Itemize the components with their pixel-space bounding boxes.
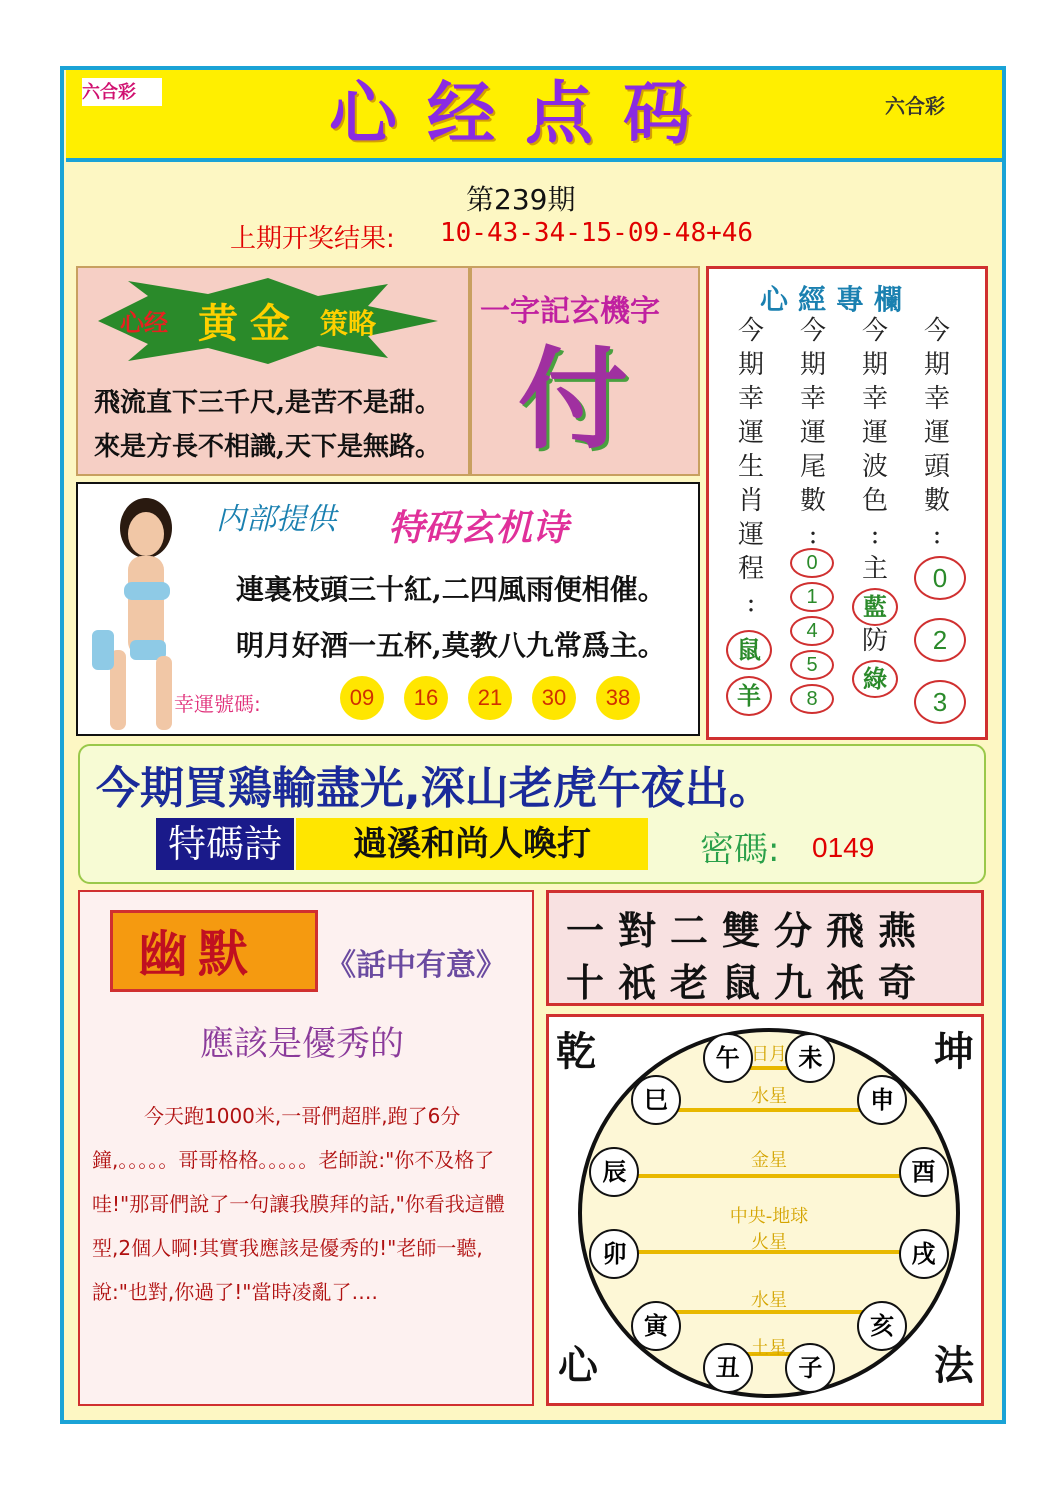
tm-label: 特碼詩 — [156, 818, 294, 870]
column-char: 期 — [737, 350, 764, 380]
column-char: 今 — [923, 316, 950, 346]
poem-title: 特码玄机诗 — [388, 507, 569, 549]
planet-label: 日月 — [751, 1044, 787, 1065]
zodiac-circle: 申 — [857, 1075, 907, 1125]
column-char: 波 — [861, 452, 888, 482]
zodiac-value: 鼠 — [726, 630, 772, 670]
zodiac-circle: 未 — [785, 1033, 835, 1083]
column-char: 期 — [861, 350, 888, 380]
zodiac-circle: 卯 — [589, 1229, 639, 1279]
couplet-line-2: 十祇老鼠九祇奇 — [566, 960, 931, 1005]
color-value: 防 — [861, 626, 888, 656]
head-value: 2 — [914, 618, 966, 662]
code-label: 密碼: — [700, 830, 780, 870]
golden-line-2: 來是方長不相識,天下是無路。 — [94, 432, 442, 462]
column-char: 色 — [861, 486, 888, 516]
column-char: 肖 — [737, 486, 764, 516]
color-value: 藍 — [852, 588, 898, 626]
column-char: 數 — [799, 486, 826, 516]
brand-logo-left: 六合彩 — [82, 78, 162, 106]
column-char: 頭 — [923, 452, 950, 482]
column-char: 程 — [737, 554, 764, 584]
planet-label: 火星 — [751, 1232, 787, 1253]
golden-line-1: 飛流直下三千尺,是苦不是甜。 — [94, 388, 442, 418]
tail-value: 1 — [790, 582, 834, 612]
planet-label: 水星 — [751, 1290, 787, 1311]
corner-qian: 乾 — [556, 1028, 596, 1075]
badge-main-text: 黄金 — [198, 300, 302, 347]
badge-right-text: 策略 — [320, 307, 377, 340]
zodiac-circle: 巳 — [631, 1075, 681, 1125]
corner-kun: 坤 — [934, 1028, 974, 1075]
poem-provider: 内部提供 — [216, 502, 336, 537]
link-line — [624, 1174, 916, 1178]
humor-heading: 應該是優秀的 — [200, 1024, 404, 1064]
code-value: 0149 — [812, 832, 875, 863]
planet-label: 水星 — [751, 1086, 787, 1107]
lucky-label: 幸運號碼: — [174, 692, 261, 716]
zodiac-circle: 辰 — [589, 1147, 639, 1197]
head-value: 3 — [914, 680, 966, 724]
column-char: 期 — [799, 350, 826, 380]
one-char-glyph: 付 — [518, 335, 628, 464]
tail-value: 4 — [790, 616, 834, 646]
column-char: 尾 — [799, 452, 826, 482]
last-result-numbers: 10-43-34-15-09-48+46 — [440, 218, 754, 248]
column-char: 幸 — [923, 384, 950, 414]
zodiac-circle: 午 — [703, 1033, 753, 1083]
last-result-label: 上期开奖结果: — [230, 224, 395, 254]
link-line — [658, 1108, 886, 1112]
corner-fa: 法 — [934, 1342, 974, 1389]
column-char: : — [932, 520, 942, 550]
brand-logo-right: 六合彩 — [885, 94, 945, 118]
tail-value: 8 — [790, 684, 834, 714]
color-value: 綠 — [852, 660, 898, 698]
tm-text: 過溪和尚人喚打 — [296, 818, 648, 870]
column-char: : — [746, 588, 756, 618]
tail-value: 5 — [790, 650, 834, 680]
zodiac-circle: 戌 — [899, 1229, 949, 1279]
column-char: 數 — [923, 486, 950, 516]
zodiac-circle: 丑 — [703, 1343, 753, 1393]
column-char: 運 — [861, 418, 888, 448]
lucky-number-ball: 16 — [404, 676, 448, 720]
column-char: 今 — [799, 316, 826, 346]
column-char: 幸 — [799, 384, 826, 414]
lucky-number-ball: 30 — [532, 676, 576, 720]
one-char-title: 一字記玄機字 — [480, 294, 660, 329]
poem-line-2: 明月好酒一五杯,莫教八九常爲主。 — [236, 629, 666, 662]
tail-value: 0 — [790, 548, 834, 578]
column-char: : — [808, 520, 818, 550]
issue-period: 第239期 — [466, 183, 576, 216]
color-value: 主 — [861, 554, 888, 584]
column-char: 幸 — [737, 384, 764, 414]
page-title: 心经点码 — [328, 74, 721, 154]
column-char: 運 — [737, 418, 764, 448]
lucky-number-ball: 21 — [468, 676, 512, 720]
column-char: 幸 — [861, 384, 888, 414]
column-char: 運 — [923, 418, 950, 448]
column-char: 運 — [799, 418, 826, 448]
zodiac-value: 羊 — [726, 676, 772, 716]
column-char: 今 — [861, 316, 888, 346]
poem-line-1: 連裏枝頭三十紅,二四風雨便相催。 — [236, 573, 666, 606]
column-title: 心經專欄 — [760, 283, 913, 316]
planet-label: 土星 — [751, 1338, 787, 1359]
humor-subtitle: 《話中有意》 — [326, 948, 506, 983]
badge-left-text: 心经 — [120, 308, 168, 337]
lucky-number-ball: 09 — [340, 676, 384, 720]
column-char: : — [870, 520, 880, 550]
column-char: 生 — [737, 452, 764, 482]
column-char: 運 — [737, 520, 764, 550]
zodiac-circle: 寅 — [631, 1301, 681, 1351]
lucky-number-ball: 38 — [596, 676, 640, 720]
banner-line: 今期買鶏輸盡光,深山老虎午夜出。 — [96, 763, 773, 814]
planet-label: 金星 — [751, 1150, 787, 1171]
head-value: 0 — [914, 556, 966, 600]
planet-label: 中央-地球 — [729, 1206, 809, 1227]
humor-badge-text: 幽默 — [138, 924, 258, 983]
column-char: 期 — [923, 350, 950, 380]
zodiac-circle: 亥 — [857, 1301, 907, 1351]
zodiac-circle: 酉 — [899, 1147, 949, 1197]
humor-body: 今天跑1000米,一哥們超胖,跑了6分鐘,。。。。。哥哥格格。。。。。老師說:"你不及格了哇!"那哥們說了一句讓我膜拜的話,"你看我這體型,2個人啊!其實我應該是優秀的!"老師一聽,說:"也對,你過了!"當時凌亂了…. — [92, 1104, 505, 1304]
couplet-line-1: 一對二雙分飛燕 — [566, 908, 931, 953]
column-char: 今 — [737, 316, 764, 346]
corner-xin: 心 — [558, 1342, 598, 1389]
zodiac-circle: 子 — [785, 1343, 835, 1393]
